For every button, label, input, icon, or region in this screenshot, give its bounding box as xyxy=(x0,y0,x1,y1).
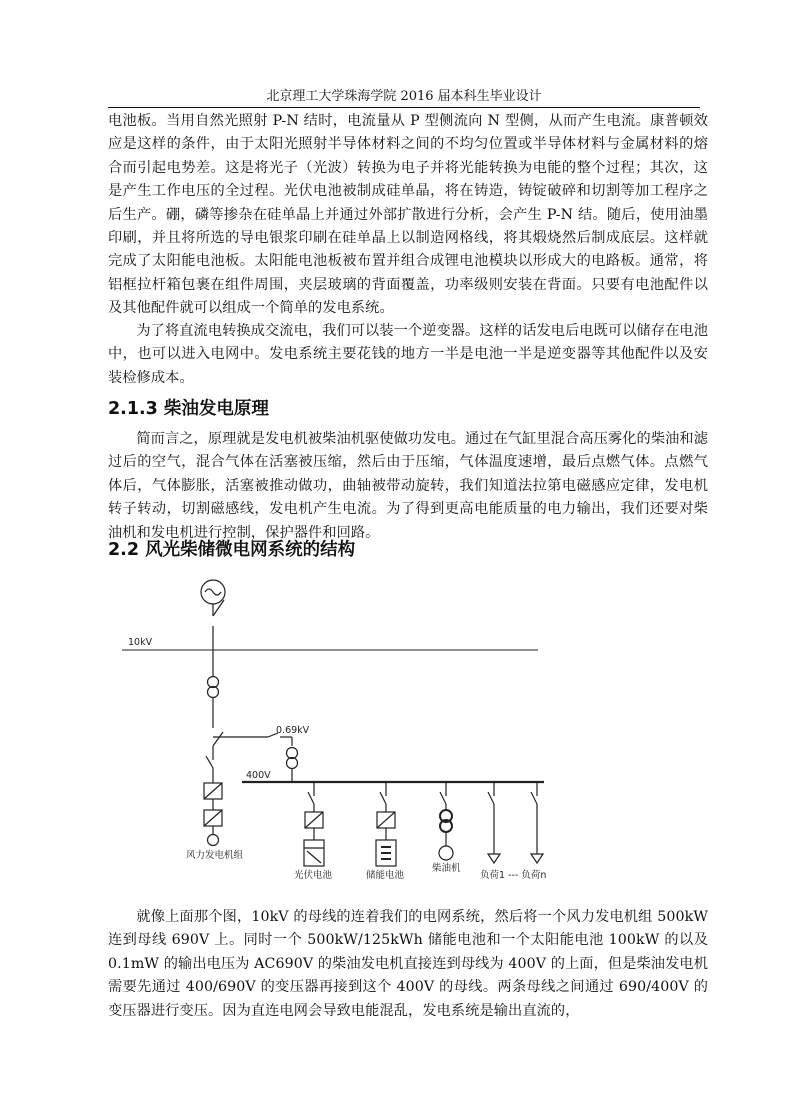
transformer-690-400-icon xyxy=(287,748,298,759)
label-pv: 光伏电池 xyxy=(294,870,333,881)
label-storage: 储能电池 xyxy=(366,870,405,881)
label-loads: 负荷1 --- 负荷n xyxy=(480,870,547,881)
load-n-icon xyxy=(531,854,543,863)
page-header: 北京理工大学珠海学院 2016 届本科生毕业设计 xyxy=(108,88,700,108)
diesel-generator-icon xyxy=(439,846,453,860)
paragraph-solar-cell: 电池板。当用自然光照射 P-N 结时，电流量从 P 型侧流向 N 型侧，从而产生电流。康普顿效应是这样的条件，由于太阳光照射半导体材料之间的不均匀位置或半导体材料与金属材料的熔合而引起电势差。这是将光子（光波）转换为电子并将光能转换为电能的整个过程；其次，这是产生工作电压的全过程。光伏电池被制成硅单晶，将在铸造，铸锭破碎和切割等加工程序之后生产。硼，磷等掺杂在硅单晶上并通过外部扩散进行分析，会产生 P-N 结。随后，使用油墨印刷，并且将所选的导电银浆印刷在硅单晶上以制造网格线，将其煅烧然后制成底层。这样就完成了太阳能电池板。太阳能电池板被布置并组合成锂电池模块以形成大的电路板。通常，将铝框拉杆箱包裹在组件周围，夹层玻璃的背面覆盖，功率级则安装在背面。只要有电池配件以及其他配件就可以组成一个简单的发电系统。 xyxy=(108,113,708,317)
paragraph-inverter: 为了将直流电转换成交流电，我们可以装一个逆变器。这样的话发电后电既可以储存在电池中，也可以进入电网中。发电系统主要花钱的地方一半是电池一半是逆变器等其他配件以及安装检修成本。 xyxy=(108,323,708,386)
label-diesel: 柴油机 xyxy=(432,863,461,874)
microgrid-single-line-diagram xyxy=(108,578,558,888)
pv-panel-icon xyxy=(304,840,324,866)
label-wind: 风力发电机组 xyxy=(186,850,244,861)
load-1-icon xyxy=(488,854,500,863)
transformer-10kv-icon xyxy=(208,677,219,688)
paragraph-diesel: 简而言之，原理就是发电机被柴油机驱使做功发电。通过在气缸里混合高压雾化的柴油和滤过后的空气，混合气体在活塞被压缩，然后由于压缩，气体温度速增，最后点燃气体。点燃气体后，气体膨胀，活塞被推动做功，曲轴被带动旋转，我们知道法拉第电磁感应定律，发电机转子转动，切割磁感线，发电机产生电流。为了得到更高电能质量的电力输出，我们还要对柴油机和发电机进行控制，保护器件和回路。 xyxy=(108,431,708,541)
paragraph-diagram-explanation: 就像上面那个图，10kV 的母线的连着我们的电网系统，然后将一个风力发电机组 500kW 连到母线 690V 上。同时一个 500kW/125kWh 储能电池和一个太阳能电池 100kW 的以及 0.1mW 的输出电压为 AC690V 的柴油发电机直接连到母线为 400V 的上面，但是柴油发电机需要先通过 400/690V 的变压器再接到这个 400V 的母线。两条母线之间通过 690/400V 的变压器进行变压。因为直连电网会导致电能混乱，发电系统是输出直流的， xyxy=(108,909,708,1019)
section-heading-microgrid: 2.2 风光柴储微电网系统的结构 xyxy=(108,540,356,560)
label-690v: 0.69kV xyxy=(276,725,310,736)
label-400v: 400V xyxy=(246,770,271,781)
wind-generator-icon xyxy=(208,835,219,846)
section-heading-diesel: 2.1.3 柴油发电原理 xyxy=(108,399,269,419)
label-10kv: 10kV xyxy=(128,637,153,648)
